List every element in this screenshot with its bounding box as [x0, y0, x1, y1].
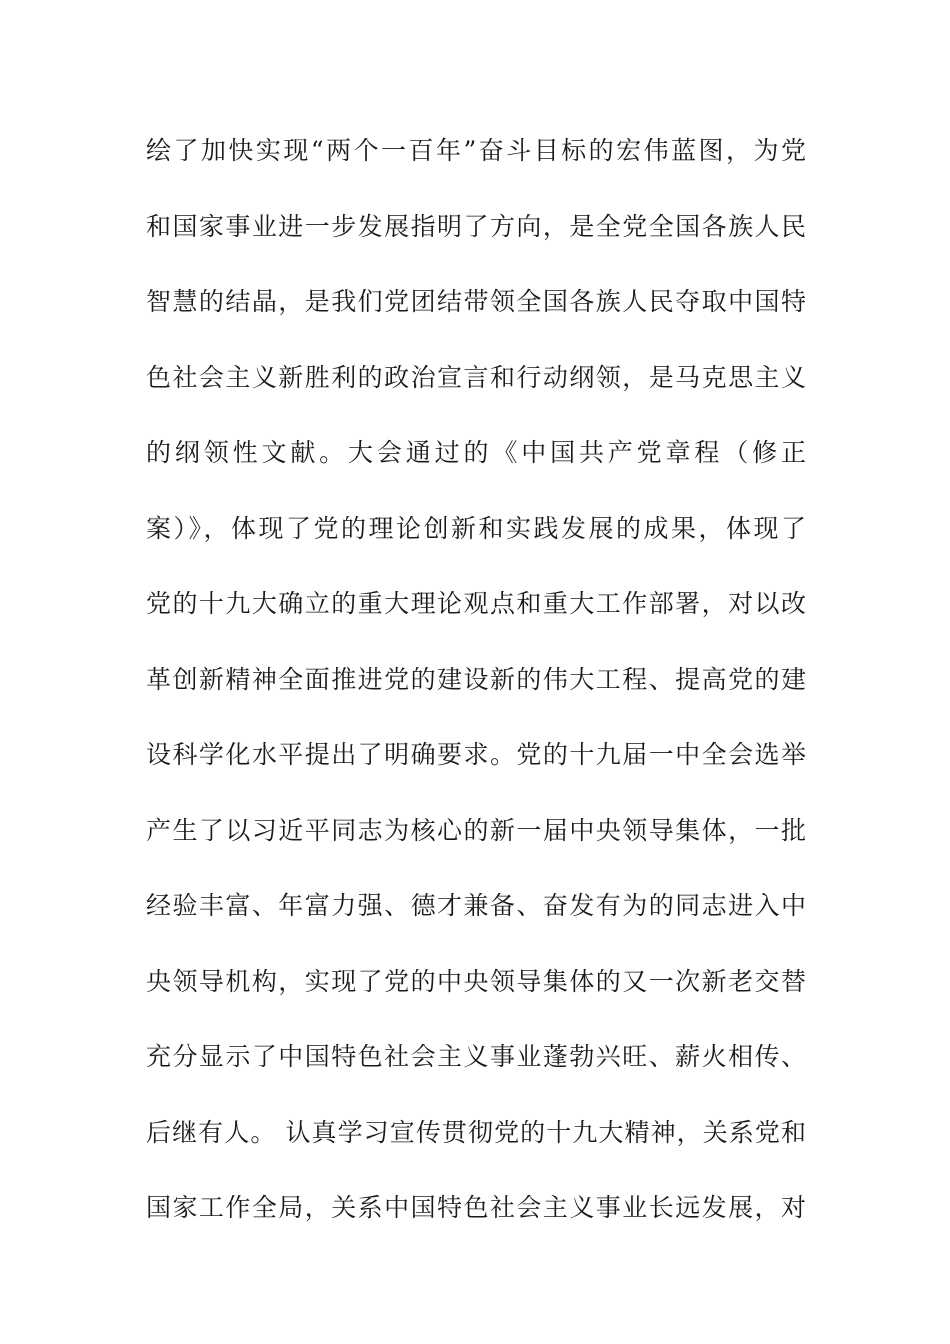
text-line: 和国家事业进一步发展指明了方向，是全党全国各族人民: [146, 211, 806, 241]
text-line: 国家工作全局，关系中国特色社会主义事业长远发展，对: [146, 1193, 806, 1222]
text-line: 的纲领性文献。大会通过的《中国共产党章程（修正: [146, 438, 806, 467]
text-line: 设科学化水平提出了明确要求。党的十九届一中全会选举: [146, 740, 806, 769]
text-line: 后继有人。 认真学习宣传贯彻党的十九大精神，关系党和: [146, 1117, 806, 1147]
text-line: 党的十九大确立的重大理论观点和重大工作部署，对以改: [146, 589, 806, 618]
body-text: [146, 128, 806, 1261]
text-line: 绘了加快实现“两个一百年”奋斗目标的宏伟蓝图，为党: [146, 136, 806, 165]
text-line: 智慧的结晶，是我们党团结带领全国各族人民夺取中国特: [146, 287, 806, 316]
text-line: 革创新精神全面推进党的建设新的伟大工程、提高党的建: [146, 664, 806, 694]
text-line: 色社会主义新胜利的政治宣言和行动纲领，是马克思主义: [146, 362, 806, 392]
text-line: 案）》，体现了党的理论创新和实践发展的成果，体现了: [146, 513, 806, 543]
text-line: 央领导机构，实现了党的中央领导集体的又一次新老交替: [146, 966, 806, 996]
text-line: 产生了以习近平同志为核心的新一届中央领导集体，一批: [146, 815, 806, 845]
text-line: 经验丰富、年富力强、德才兼备、奋发有为的同志进入中: [146, 891, 806, 920]
text-line: 充分显示了中国特色社会主义事业蓬勃兴旺、薪火相传、: [146, 1042, 806, 1071]
